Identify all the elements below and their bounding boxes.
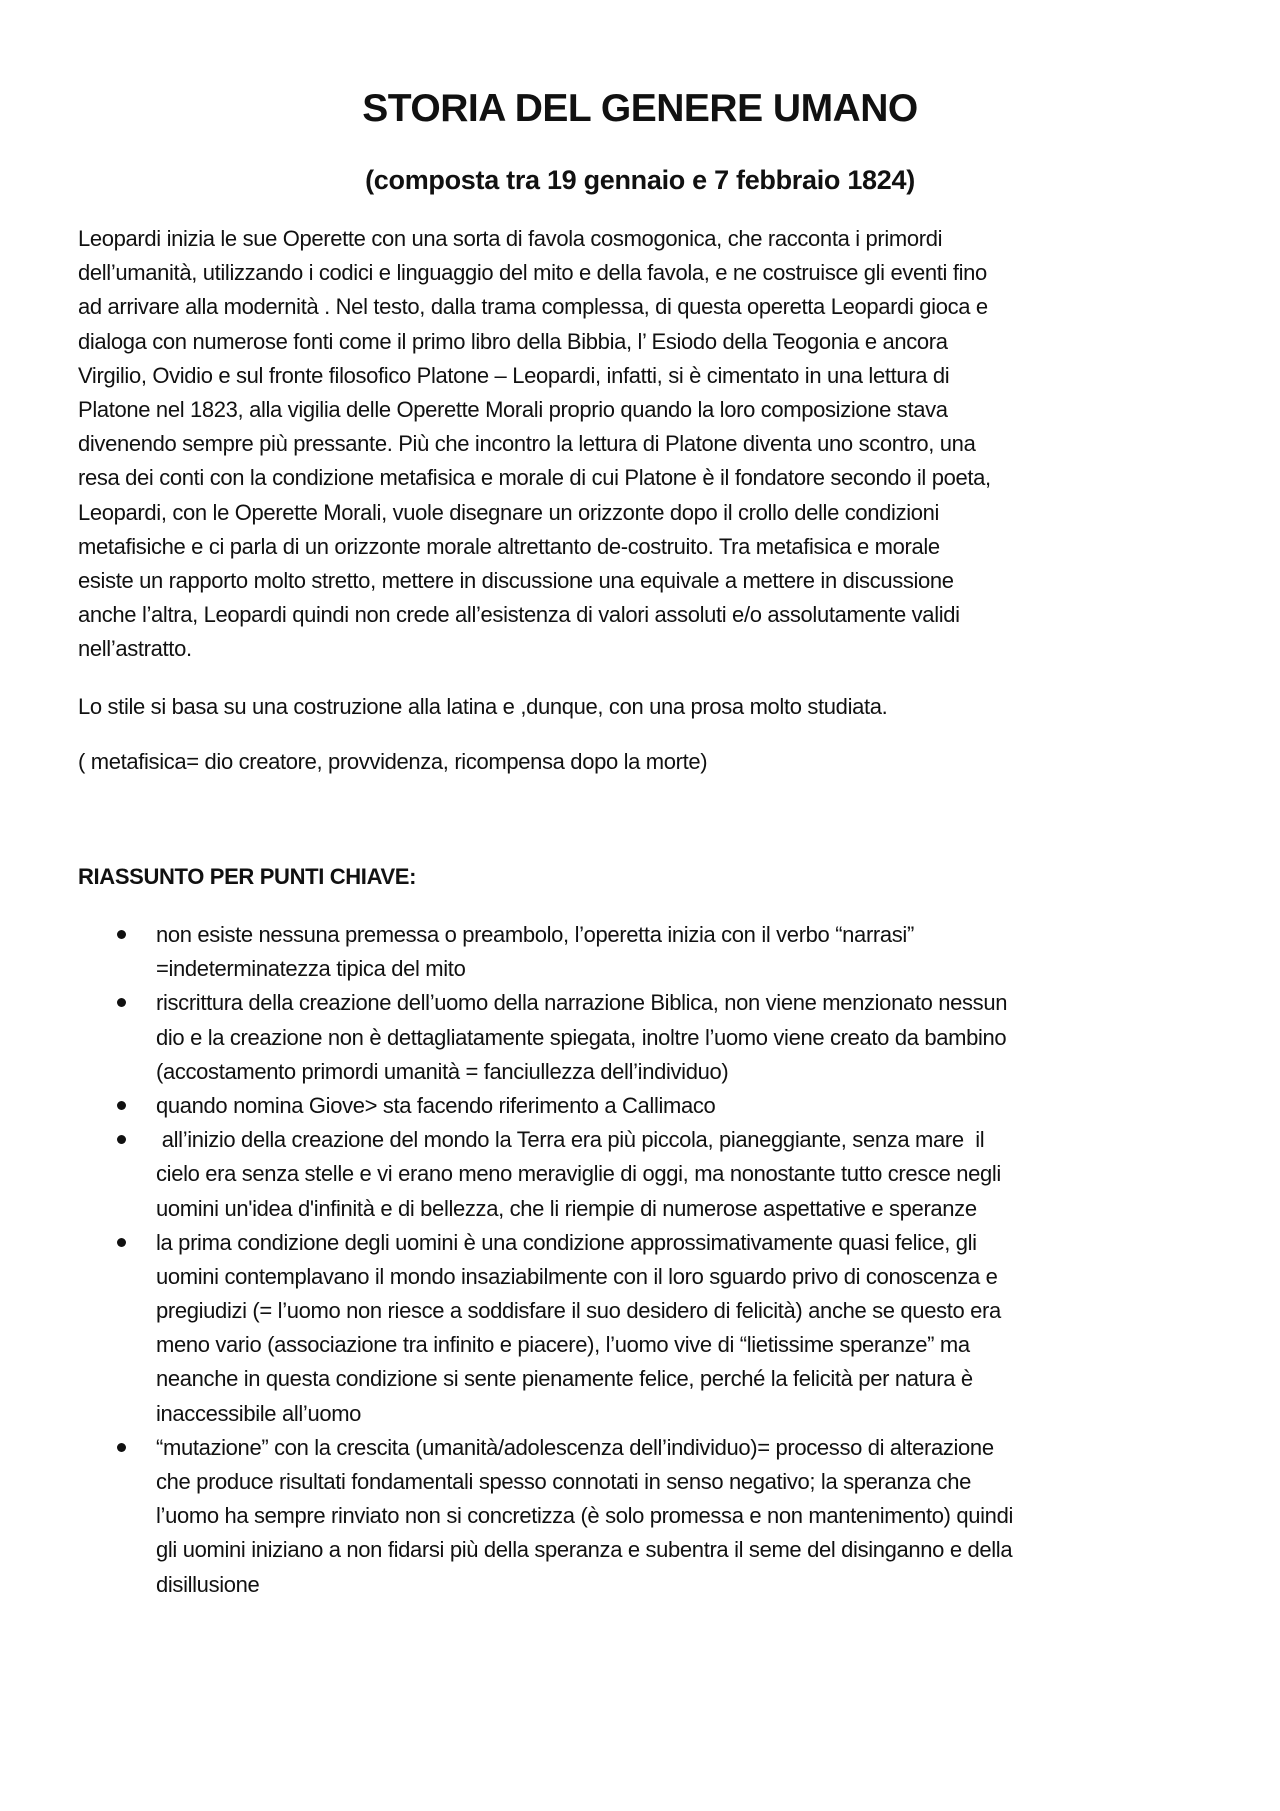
bullet-icon (117, 1101, 126, 1110)
text-line: uomini un'idea d'infinità e di bellezza, che li riempie di numerose aspettative e speranze (156, 1195, 977, 1221)
text-line: l’uomo ha sempre rinviato non si concretizza (è solo promessa e non mantenimento) quindi (156, 1503, 1013, 1529)
text-line: Leopardi, con le Operette Morali, vuole disegnare un orizzonte dopo il crollo delle condizioni (78, 499, 940, 525)
key-points-list (0, 918, 1280, 1602)
text-line: all’inizio della creazione del mondo la Terra era più piccola, pianeggiante, senza mare il (156, 1127, 985, 1153)
text-line: disillusione (156, 1571, 260, 1597)
text-line: Lo stile si basa su una costruzione alla latina e ,dunque, con una prosa molto studiata. (78, 694, 888, 719)
text-line: che produce risultati fondamentali spesso connotati in senso negativo; la speranza che (156, 1469, 971, 1494)
text-line: resa dei conti con la condizione metafisica e morale di cui Platone è il fondatore secondo il poeta, (78, 465, 991, 491)
text-line: non esiste nessuna premessa o preambolo, l’operetta inizia con il verbo “narrasi” (156, 922, 914, 947)
list-item (0, 1431, 1280, 1602)
text-line: la prima condizione degli uomini è una condizione approssimativamente quasi felice, gli (156, 1229, 977, 1255)
text-line: dell’umanità, utilizzando i codici e linguaggio del mito e della favola, e ne costruisce gli eventi fino (78, 260, 987, 286)
style-paragraph (78, 690, 1228, 724)
text-line: inaccessibile all’uomo (156, 1400, 362, 1426)
text-line: esiste un rapporto molto stretto, mettere in discussione una equivale a mettere in discussione (78, 567, 954, 593)
summary-heading: RIASSUNTO PER PUNTI CHIAVE: (78, 864, 417, 889)
bullet-icon (117, 1443, 126, 1452)
text-line: divenendo sempre più pressante. Più che incontro la lettura di Platone diventa uno scontro, una (78, 431, 976, 457)
text-line: uomini contemplavano il mondo insaziabilmente con il loro sguardo privo di conoscenza e (156, 1263, 998, 1289)
list-item (0, 1226, 1280, 1431)
text-line: “mutazione” con la crescita (umanità/adolescenza dell’individuo)= processo di alterazione (156, 1434, 994, 1460)
list-item (0, 986, 1280, 1089)
bullet-icon (117, 1135, 126, 1144)
text-line: ad arrivare alla modernità . Nel testo, dalla trama complessa, di questa operetta Leopardi gioca e (78, 294, 988, 320)
list-item (0, 918, 1280, 986)
text-line: quando nomina Giove> sta facendo riferimento a Callimaco (156, 1092, 716, 1118)
text-line: meno vario (associazione tra infinito e piacere), l’uomo vive di “lietissime speranze” ma (156, 1332, 970, 1358)
text-line: ( metafisica= dio creatore, provvidenza, ricompensa dopo la morte) (78, 749, 708, 774)
bullet-icon (117, 930, 126, 939)
text-line: Leopardi inizia le sue Operette con una sorta di favola cosmogonica, che racconta i primordi (78, 226, 943, 251)
document-title: STORIA DEL GENERE UMANO (362, 87, 918, 130)
text-line: pregiudizi (= l’uomo non riesce a soddisfare il suo desidero di felicità) anche se questo era (156, 1298, 1001, 1324)
text-line: dialoga con numerose fonti come il primo libro della Bibbia, l’ Esiodo della Teogonia e ancora (78, 328, 948, 354)
list-item (0, 1123, 1280, 1226)
document-subtitle: (composta tra 19 gennaio e 7 febbraio 1824) (365, 165, 915, 195)
list-item (0, 1089, 1280, 1123)
note-paragraph (78, 745, 1228, 779)
intro-paragraph (78, 222, 1228, 666)
text-line: =indeterminatezza tipica del mito (156, 956, 466, 982)
text-line: anche l’altra, Leopardi quindi non crede all’esistenza di valori assoluti e/o assolutamente validi (78, 602, 960, 628)
text-line: Platone nel 1823, alla vigilia delle Operette Morali proprio quando la loro composizione stava (78, 396, 948, 422)
text-line: gli uomini iniziano a non fidarsi più della speranza e subentra il seme del disinganno e della (156, 1537, 1013, 1563)
text-line: neanche in questa condizione si sente pienamente felice, perché la felicità per natura è (156, 1366, 973, 1392)
text-line: riscrittura della creazione dell’uomo della narrazione Biblica, non viene menzionato nessun (156, 990, 1008, 1016)
text-line: nell’astratto. (78, 636, 192, 662)
text-line: metafisiche e ci parla di un orizzonte morale altrettanto de-costruito. Tra metafisica e morale (78, 533, 940, 559)
bullet-icon (117, 1238, 126, 1247)
text-line: cielo era senza stelle e vi erano meno meraviglie di oggi, ma nonostante tutto cresce negli (156, 1161, 1001, 1187)
text-line: dio e la creazione non è dettagliatamente spiegata, inoltre l’uomo viene creato da bambino (156, 1024, 1007, 1050)
text-line: Virgilio, Ovidio e sul fronte filosofico Platone – Leopardi, infatti, si è cimentato in una lettura di (78, 362, 950, 388)
bullet-icon (117, 998, 126, 1007)
text-line: (accostamento primordi umanità = fanciullezza dell’individuo) (156, 1058, 729, 1084)
